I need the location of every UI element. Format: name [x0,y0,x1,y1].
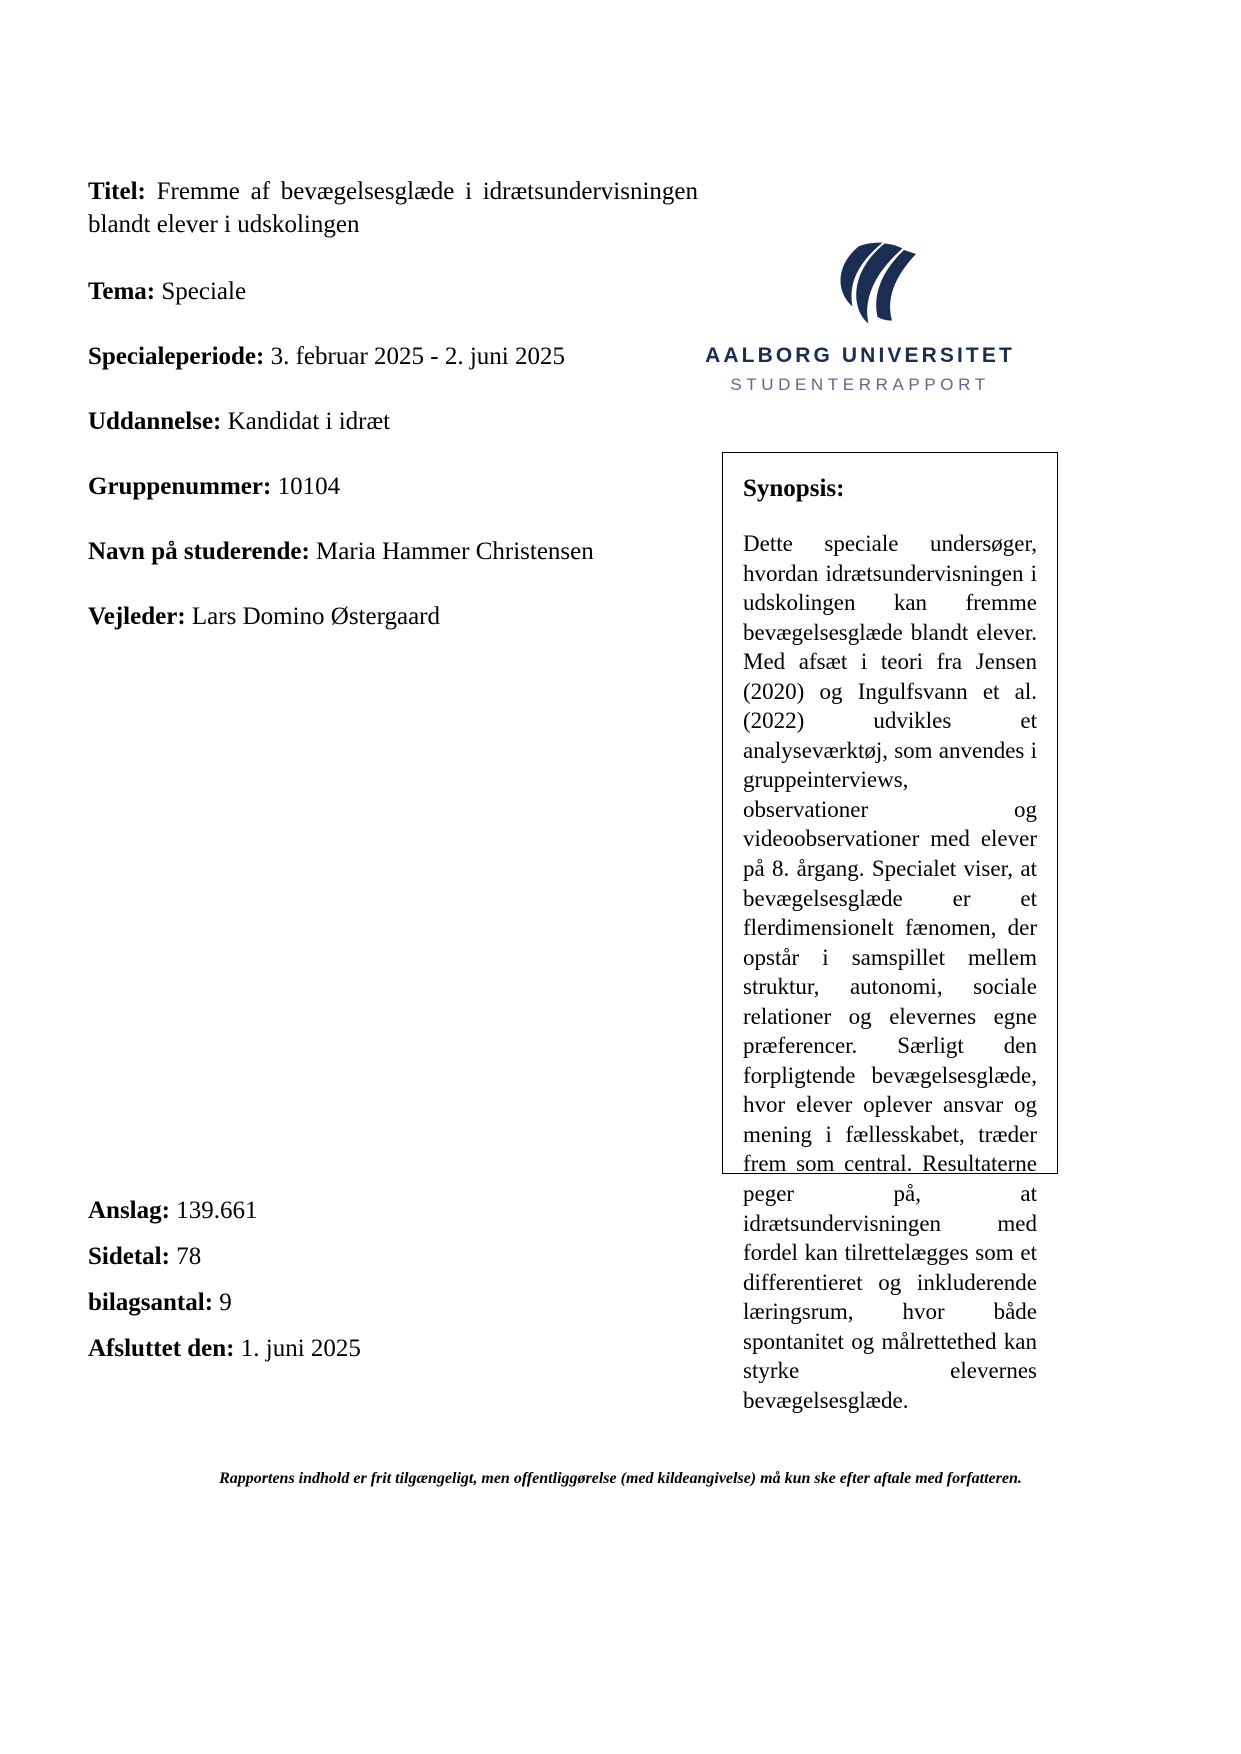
metadata-label-gruppenummer: Gruppenummer: [88,473,272,500]
synopsis-body: Dette speciale undersøger, hvordan idrætsundervisningen i udskolingen kan fremme bevægelsesglæde blandt elever. Med afsæt i teori fra Jensen (2020) og Ingulfsvann et al. (2022) udvikles et analyseværktøj, som anvendes i gruppeinterviews, observationer og videoobservationer med elever på 8. årgang. Specialet viser, at bevægelsesglæde er et flerdimensionelt fænomen, der opstår i samspillet mellem struktur, autonomi, sociale relationer og elevernes egne præferencer. Særligt den forpligtende bevægelsesglæde, hvor elever oplever ansvar og mening i fællesskabet, træder frem som central. Resultaterne peger på, at idrætsundervisningen med fordel kan tilrettelægges som et differentieret og inkluderende læringsrum, hvor både spontanitet og målrettethed kan styrke elevernes bevægelsesglæde. [743,531,1037,1413]
metadata-value-specialeperiode: 3. februar 2025 - 2. juni 2025 [270,343,565,370]
aalborg-university-logo [700,222,1020,395]
metadata-row-vejleder [88,600,698,633]
stat-row-bilagsantal [88,1290,608,1315]
metadata-label-uddannelse: Uddannelse: [88,408,222,435]
metadata-label-tema: Tema: [88,278,156,305]
synopsis-box [722,452,1058,1413]
metadata-value-titel: Fremme af bevægelsesglæde i idrætsundervisningen blandt elever i udskolingen [88,178,698,238]
metadata-value-gruppenummer: 10104 [277,473,341,500]
footer-disclaimer: Rapportens indhold er frit tilgængeligt, men offentliggørelse (med kildeangivelse) må kun ske efter aftale med forfatteren. [219,1470,1022,1487]
stat-value-anslag: 139.661 [176,1197,258,1224]
stat-label-sidetal: Sidetal: [88,1243,170,1270]
stat-row-anslag [88,1198,608,1223]
metadata-row-uddannelse [88,405,698,438]
stat-value-afsluttet: 1. juni 2025 [240,1335,361,1362]
stat-label-bilagsantal: bilagsantal: [88,1289,214,1316]
metadata-value-vejleder: Lars Domino Østergaard [191,603,440,630]
stat-row-afsluttet [88,1336,608,1361]
logo-subtitle: STUDENTERRAPPORT [730,375,990,394]
metadata-label-vejleder: Vejleder: [88,603,186,630]
metadata-label-titel: Titel: [88,178,146,205]
metadata-value-navn: Maria Hammer Christensen [316,538,594,565]
metadata-row-navn [88,535,698,568]
metadata-label-specialeperiode: Specialeperiode: [88,343,265,370]
metadata-label-navn: Navn på studerende: [88,538,310,565]
synopsis-title: Synopsis: [743,475,845,502]
report-statistics [88,1198,608,1361]
report-metadata [88,175,698,633]
stat-value-sidetal: 78 [176,1243,202,1270]
metadata-value-uddannelse: Kandidat i idræt [227,408,391,435]
metadata-row-specialeperiode [88,340,698,373]
metadata-row-titel [88,175,698,241]
metadata-row-gruppenummer [88,470,698,503]
stat-label-afsluttet: Afsluttet den: [88,1335,235,1362]
metadata-value-tema: Speciale [161,278,247,305]
stat-value-bilagsantal: 9 [219,1289,232,1316]
aau-flame-icon [800,222,920,330]
stat-row-sidetal [88,1244,608,1269]
metadata-row-tema [88,275,698,308]
stat-label-anslag: Anslag: [88,1197,170,1224]
logo-university-name: AALBORG UNIVERSITET [705,344,1015,367]
